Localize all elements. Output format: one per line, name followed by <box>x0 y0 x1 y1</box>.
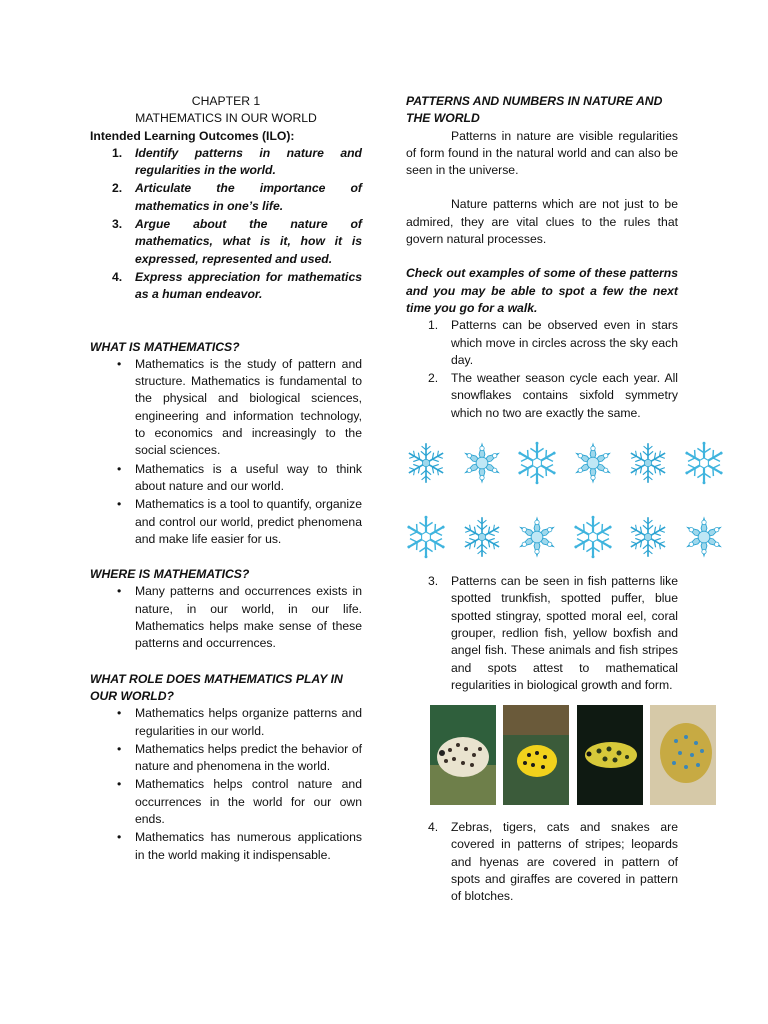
ilo-item: 2. Articulate the importance of mathematics in one’s life. <box>112 181 362 213</box>
spotted-trunkfish-image <box>430 705 496 805</box>
blue-spotted-stingray-image <box>650 705 716 805</box>
chapter-title: MATHEMATICS IN OUR WORLD <box>135 111 317 126</box>
list-item: • Many patterns and occurrences exists in nature, in our world, in our life. Mathematics helps make sense of these patterns and occurrences. <box>90 583 362 652</box>
snowflake-image <box>682 433 726 493</box>
where-is-heading: WHERE IS MATHEMATICS? <box>90 567 250 582</box>
snowflake-row-2 <box>404 507 726 567</box>
where-is-list <box>90 583 362 652</box>
list-item: • Mathematics is a useful way to think about nature and our world. <box>90 461 362 496</box>
callout-text: Check out examples of some of these patterns and you may be able to spot a few the next time you go for a walk. <box>406 266 678 315</box>
list-item: • Mathematics is the study of pattern and structure. Mathematics is fundamental to the physical and biological sciences, engineering and information technology, to economics and increasingly to the social sciences. <box>90 356 362 460</box>
snowflake-image <box>571 507 615 567</box>
snowflake-image <box>571 433 615 493</box>
list-item: • Mathematics helps organize patterns and regularities in our world. <box>90 705 362 740</box>
snowflake-image <box>460 507 504 567</box>
ilo-heading: Intended Learning Outcomes (ILO): <box>90 128 295 143</box>
ilo-item: 3. Argue about the nature of mathematics, what is it, how it is expressed, represented and used. <box>112 217 362 266</box>
chapter-number: CHAPTER 1 <box>191 94 261 108</box>
role-list <box>90 705 362 864</box>
patterns-paragraph-2: Nature patterns which are not just to be admired, they are vital clues to the rules that govern natural processes. <box>406 197 678 247</box>
role-heading: WHAT ROLE DOES MATHEMATICS PLAY IN OUR WORLD? <box>90 671 343 703</box>
pattern-list-a <box>406 317 678 422</box>
list-item: • Mathematics is a tool to quantify, organize and control our world, predict phenomena and make life easier for us. <box>90 496 362 548</box>
patterns-paragraph-1: Patterns in nature are visible regularities of form found in the natural world and can also be seen in the universe. <box>406 128 678 178</box>
snowflake-image <box>404 507 448 567</box>
snowflake-image <box>515 507 559 567</box>
ilo-item: 1. Identify patterns in nature and regularities in the world. <box>112 145 362 178</box>
what-is-list <box>90 356 362 548</box>
snowflake-image <box>404 433 448 493</box>
spotted-puffer-image <box>577 705 643 805</box>
list-item: • Mathematics helps control nature and occurrences in the world for our own ends. <box>90 776 362 828</box>
snowflake-image <box>626 507 670 567</box>
list-item: • Mathematics helps predict the behavior of nature and phenomena in the world. <box>90 741 362 776</box>
ilo-item: 4. Express appreciation for mathematics as a human endeavor. <box>112 269 362 302</box>
yellow-boxfish-image <box>503 705 569 805</box>
what-is-heading: WHAT IS MATHEMATICS? <box>90 339 240 354</box>
pattern-list-b <box>406 573 678 694</box>
fish-image-row <box>430 705 716 805</box>
snowflake-row-1 <box>404 433 726 493</box>
list-item: 2. The weather season cycle each year. All snowflakes contains sixfold symmetry which no two are exactly the same. <box>428 371 678 420</box>
list-item: 4. Zebras, tigers, cats and snakes are covered in patterns of stripes; leopards and hyenas are covered in pattern of spots and giraffes are covered in pattern of blotches. <box>428 820 678 904</box>
right-column <box>406 93 678 907</box>
list-item: 3. Patterns can be seen in fish patterns like spotted trunkfish, spotted puffer, blue spotted stingray, spotted moral eel, coral grouper, redlion fish, yellow boxfish and angel fish. These animals and fish stripes and spots attest to mathematical regularities in biological growth and form. <box>428 574 678 692</box>
snowflake-image <box>460 433 504 493</box>
left-column <box>90 93 362 865</box>
snowflake-image <box>682 507 726 567</box>
snowflake-image <box>626 433 670 493</box>
list-item: • Mathematics has numerous applications in the world making it indispensable. <box>90 829 362 864</box>
pattern-list-c <box>406 819 678 905</box>
ilo-list <box>90 145 362 304</box>
patterns-heading: PATTERNS AND NUMBERS IN NATURE AND THE WORLD <box>406 94 663 126</box>
list-item: 1. Patterns can be observed even in stars which move in circles across the sky each day. <box>428 318 678 367</box>
snowflake-image <box>515 433 559 493</box>
